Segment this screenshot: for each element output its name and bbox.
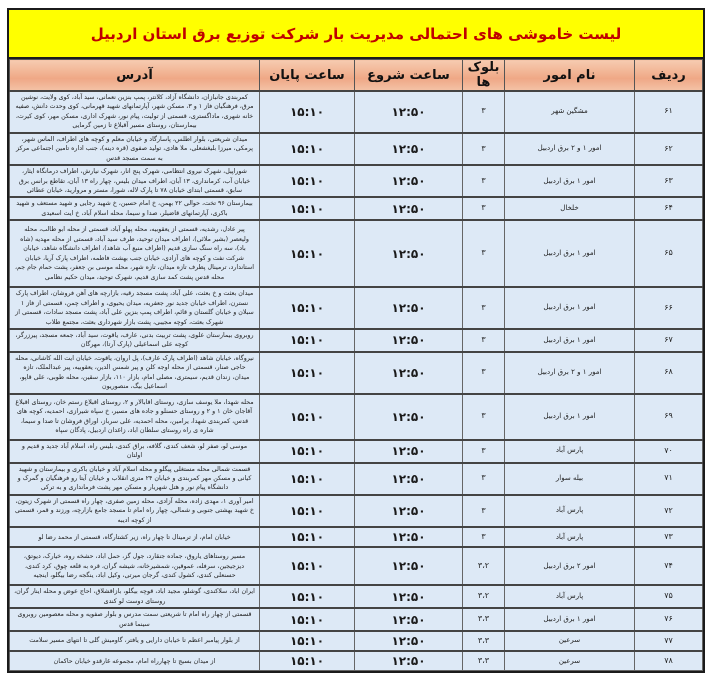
row-number-cell: ۶۲: [635, 133, 703, 165]
end-time-cell: ۱۵:۱۰: [260, 608, 355, 631]
table-row: [10, 440, 703, 463]
address-cell: بیمارستان ۹۶ تخت، حوالی ۲۲ بهمن، خ امام حسین، خ شهید رجایی و شهید مستعف و شهید باکری، آپارتمانهای قاضیلر، صدا و سیما، محله اسلام آباد، خ ایت اسعیدی: [10, 197, 260, 220]
district-name-cell: امور ۱ برق اردبیل: [505, 220, 635, 287]
address-cell: امیر آوری ۱، مهدی زاده، محله آزادی، محله زمین صفری، چهار راه قسمتی از شهرک زیتون، خ شهید بهشتی جنوبی و شمالی، چهار راه امام تا مسجد جامع بازارچه، ورزند و قمر، قسمتی از کوچه ادیبه: [10, 495, 260, 527]
address-cell: موسی لو، صفر لو، شعف کندی، گلافه، براق کندی، بلیس راه، اسلام آباد جدید و قدیم و اولتان: [10, 440, 260, 463]
page-title: لیست خاموشی های احتمالی مدیریت بار شرکت توزیع برق استان اردبیل: [90, 24, 622, 43]
blocks-cell: ۳: [463, 495, 505, 527]
district-name-cell: سرعین: [505, 651, 635, 671]
title-bar: [9, 10, 703, 59]
end-time-cell: ۱۵:۱۰: [260, 197, 355, 220]
col-header-row: ردیف: [635, 60, 703, 92]
row-number-cell: ۶۶: [635, 287, 703, 329]
address-cell: از میدان بسیج تا چهارراه امام، مجموعه غارقدو خیابان حاکمان: [10, 651, 260, 671]
row-number-cell: ۷۵: [635, 585, 703, 608]
district-name-cell: امور ۱ برق اردبیل: [505, 608, 635, 631]
row-number-cell: ۷۶: [635, 608, 703, 631]
table-row: [10, 133, 703, 165]
table-body: [10, 91, 703, 671]
end-time-cell: ۱۵:۱۰: [260, 631, 355, 651]
start-time-cell: ۱۲:۵۰: [355, 91, 463, 133]
start-time-cell: ۱۲:۵۰: [355, 547, 463, 585]
blocks-cell: ۳: [463, 197, 505, 220]
start-time-cell: ۱۲:۵۰: [355, 440, 463, 463]
blocks-cell: ۳: [463, 394, 505, 440]
address-cell: قسمتی از چهار راه امام تا شریعتی سمت مدرس و بلوار صفویه و محله معصومین روبروی سینما قدس: [10, 608, 260, 631]
blocks-cell: ۳،۲: [463, 585, 505, 608]
col-header-end: ساعت پایان: [260, 60, 355, 92]
end-time-cell: ۱۵:۱۰: [260, 287, 355, 329]
district-name-cell: امور ۱ برق اردبیل: [505, 329, 635, 352]
start-time-cell: ۱۲:۵۰: [355, 608, 463, 631]
blocks-cell: ۳،۲: [463, 547, 505, 585]
col-header-blocks: بلوک ها: [463, 60, 505, 92]
table-row: [10, 527, 703, 547]
address-cell: از بلوار پیامبر اعظم تا خیابان دارایی و یافتر، گاومیش گلی تا انتهای مسیر سلامت: [10, 631, 260, 651]
table-row: [10, 547, 703, 585]
district-name-cell: مشگین شهر: [505, 91, 635, 133]
end-time-cell: ۱۵:۱۰: [260, 133, 355, 165]
row-number-cell: ۷۴: [635, 547, 703, 585]
end-time-cell: ۱۵:۱۰: [260, 91, 355, 133]
end-time-cell: ۱۵:۱۰: [260, 495, 355, 527]
end-time-cell: ۱۵:۱۰: [260, 440, 355, 463]
start-time-cell: ۱۲:۵۰: [355, 463, 463, 495]
row-number-cell: ۷۷: [635, 631, 703, 651]
blocks-cell: ۳: [463, 133, 505, 165]
outage-schedule-sheet: [7, 8, 705, 673]
start-time-cell: ۱۲:۵۰: [355, 133, 463, 165]
table-row: [10, 585, 703, 608]
end-time-cell: ۱۵:۱۰: [260, 651, 355, 671]
blocks-cell: ۳: [463, 352, 505, 394]
row-number-cell: ۷۰: [635, 440, 703, 463]
table-row: [10, 329, 703, 352]
address-cell: قسمت شمالی محله مستغلی پیگلو و محله اسلام آباد و خیابان باکری و بیمارستان و شهید کیانی و مسکن مهر کمربندی و خیابان ۲۴ متری انقلاب و خیابان آیتا رو فرهنگیان و گمرک و دانشگاه پیام نور و هتل شهریار و مسکن مهر پشت فرمانداری و به ترکی: [10, 463, 260, 495]
table-row: [10, 608, 703, 631]
district-name-cell: بیله سوار: [505, 463, 635, 495]
district-name-cell: امور ۱ برق اردبیل: [505, 165, 635, 197]
col-header-start: ساعت شروع: [355, 60, 463, 92]
district-name-cell: امور ۱ و ۲ برق اردبیل: [505, 352, 635, 394]
table-row: [10, 197, 703, 220]
end-time-cell: ۱۵:۱۰: [260, 527, 355, 547]
district-name-cell: پارس آباد: [505, 585, 635, 608]
start-time-cell: ۱۲:۵۰: [355, 651, 463, 671]
start-time-cell: ۱۲:۵۰: [355, 165, 463, 197]
district-name-cell: امور ۱ و ۲ برق اردبیل: [505, 133, 635, 165]
address-cell: میدان بعثت و خ بعثت، علی آباد، پشت مسجد رقیه، بازارچه های آهن فروشان، اطراف پارک نسترن، اطراف خیابان جدید نور جعفریه، میدان یحیوی، و اطراف چمن، قسمتی از فاز ۱ سبلان و خیابان گلستان و قائم، اطراف پمپ بنزین علی آباد، پشت مسجد سادات، قسمتی از شهرک بعثت، کوچه مجیبی، پشت بازار شهرداری بعثت، مجتمع طلاب: [10, 287, 260, 329]
start-time-cell: ۱۲:۵۰: [355, 527, 463, 547]
end-time-cell: ۱۵:۱۰: [260, 352, 355, 394]
end-time-cell: ۱۵:۱۰: [260, 220, 355, 287]
start-time-cell: ۱۲:۵۰: [355, 220, 463, 287]
table-row: [10, 165, 703, 197]
blocks-cell: ۳،۳: [463, 608, 505, 631]
district-name-cell: امور ۲ برق اردبیل: [505, 547, 635, 585]
start-time-cell: ۱۲:۵۰: [355, 631, 463, 651]
row-number-cell: ۷۳: [635, 527, 703, 547]
table-row: [10, 631, 703, 651]
district-name-cell: پارس آباد: [505, 527, 635, 547]
start-time-cell: ۱۲:۵۰: [355, 585, 463, 608]
blocks-cell: ۳: [463, 463, 505, 495]
address-cell: ایران اباد، سلاکندی، گوشلو، مجید اباد، قوچه بیگلو، بازاقشلاق، احاج عوض و محله اینار گران، روستای دوست لو کندی: [10, 585, 260, 608]
district-name-cell: امور ۱ برق اردبیل: [505, 287, 635, 329]
start-time-cell: ۱۲:۵۰: [355, 352, 463, 394]
address-cell: شوراپیل، شهرک نیروی انتظامی، شهرک پنج انار، شهرک نیارش، اطراف درمانگاه ایثار، خیابان آب، کرمانداری، ۱۳ آبان، اطراف میدان بلیس، چهار راه ۱۳ آبان، تقاطع برانس برق سابق، قسمتی ابتدای خیابان ۷۸ تا پارک لاله، شورا، مستر و مروارید، خیابان عطائی: [10, 165, 260, 197]
row-number-cell: ۷۲: [635, 495, 703, 527]
blocks-cell: ۳: [463, 329, 505, 352]
row-number-cell: ۶۱: [635, 91, 703, 133]
row-number-cell: ۶۸: [635, 352, 703, 394]
start-time-cell: ۱۲:۵۰: [355, 394, 463, 440]
end-time-cell: ۱۵:۱۰: [260, 547, 355, 585]
col-header-address: آدرس: [10, 60, 260, 92]
row-number-cell: ۷۱: [635, 463, 703, 495]
address-cell: کمربندی جانبازان، دانشگاه آزاد، کلانتر، پمپ بنزین نعمانی، سید آباد، کوی ولایت، نوشین مرق، فرهنگیان فاز ۱ و ۳، مسکن شهر، آپارتمانهای شهید قهرمانی، کوی وحدت دانش، صفیه خانه شهری، ماداگستری، قسمتی از تولیت، پیام نور، شهرک اداری، مسکن مهر، کوی کیرت، بیمارستان، روستای مسیر آقبلاغ تا زمین گرمایی: [10, 91, 260, 133]
blocks-cell: ۳: [463, 440, 505, 463]
start-time-cell: ۱۲:۵۰: [355, 287, 463, 329]
address-cell: پیر عادل، رشدیه، قسمتی از یعقوبیه، محله پهلو آباد، قسمتی از محله ابو طالب، محله ولیعصر (بشیر ملائی)، اطراف میدان توحید، طرف سید آباد، قسمتی از محله مهدیه (شاه باد)، سه راه سنگ سازی قدیم (اطراف منبع آب شاهد)، اطراف دانشگاه شاهد، خیابان شرکت نفت و کوچه های آزادی، خیابان جنب بهشت فاطمه، اطراف پارک آریا، خیابان استاندارد، ترمینال پطرف تازه میدان، تازه شهر، محله موسی بن جعفر، پشت حمام جام جم، محله قدس پشت کمد سازی قدیم، شهرک توحید، میدان حکیم نظامی: [10, 220, 260, 287]
col-header-name: نام امور: [505, 60, 635, 92]
end-time-cell: ۱۵:۱۰: [260, 165, 355, 197]
end-time-cell: ۱۵:۱۰: [260, 394, 355, 440]
blocks-cell: ۳،۳: [463, 651, 505, 671]
address-cell: روبروی بیمارستان علوی، پشت تربیت بدنی، عارف، یاقوت، سید آباد، جمعه مسجد، پیرزرگر، کوچه علی اسماعیلی (پارک آرتا)، مهرگان: [10, 329, 260, 352]
row-number-cell: ۷۸: [635, 651, 703, 671]
row-number-cell: ۶۹: [635, 394, 703, 440]
table-row: [10, 394, 703, 440]
table-row: [10, 220, 703, 287]
table-row: [10, 91, 703, 133]
end-time-cell: ۱۵:۱۰: [260, 585, 355, 608]
address-cell: مسیر روستاهای یاروق، جماده جنقارد، جول گز، حمل اباد، حشخه روه، خیارک، دیوتق، دیزجیجین، سرفله، عموقین، شمشیرخانه، شیشه گران، قره به قلعه چوق، کرد کندی، حسنعلی کندی، کشول کندی، گرجان میرتی، وکیل اباد، ینگجه رضا بیگلو، اینجیه: [10, 547, 260, 585]
row-number-cell: ۶۳: [635, 165, 703, 197]
start-time-cell: ۱۲:۵۰: [355, 197, 463, 220]
blocks-cell: ۳: [463, 220, 505, 287]
district-name-cell: امور ۱ برق اردبیل: [505, 394, 635, 440]
table-row: [10, 287, 703, 329]
start-time-cell: ۱۲:۵۰: [355, 495, 463, 527]
district-name-cell: خلخال: [505, 197, 635, 220]
end-time-cell: ۱۵:۱۰: [260, 329, 355, 352]
start-time-cell: ۱۲:۵۰: [355, 329, 463, 352]
blocks-cell: ۳: [463, 91, 505, 133]
row-number-cell: ۶۷: [635, 329, 703, 352]
blocks-cell: ۳: [463, 527, 505, 547]
blocks-cell: ۳: [463, 165, 505, 197]
header-row: [10, 60, 703, 92]
row-number-cell: ۶۵: [635, 220, 703, 287]
district-name-cell: پارس آباد: [505, 440, 635, 463]
row-number-cell: ۶۴: [635, 197, 703, 220]
address-cell: میدان شریعتی، بلوار اطلس، پاسارگاد و خیابان معلم و کوچه های اطراف، الماس شهر، پرمکی، میرزا بلیغشعلی، ملا هادی، تولید صفوی (قره دینه)، جنب اداره تامین اجتماعی مرکز به سمت مسجد قدس: [10, 133, 260, 165]
outage-table: [9, 59, 703, 671]
blocks-cell: ۳: [463, 287, 505, 329]
end-time-cell: ۱۵:۱۰: [260, 463, 355, 495]
address-cell: محله شهدا، ملا یوسف سازی، روستای اقابالار و ۲، روستای اقبلاغ رستم خان، روستای اقبلاغ آقاجان خان ۱ و ۲ و روستای حسنلو و جاده های مسیر، خ سپاه شیرازی، احمدیه، کوچه های قدس، کمربندی شهدا، یرامین، محله احمدیه، علی سرباز، اوراق فروشان تا صدا و سیما، شاره ی راه روستای سلطان اباد، زاغدان اردبیل، پادگان سپاه: [10, 394, 260, 440]
district-name-cell: سرعین: [505, 631, 635, 651]
table-row: [10, 463, 703, 495]
district-name-cell: پارس آباد: [505, 495, 635, 527]
blocks-cell: ۳،۳: [463, 631, 505, 651]
address-cell: خیابان امام، از ترمینال تا چهار راه، زیر کشتارگاه، قسمتی از محمد رضا لو: [10, 527, 260, 547]
table-row: [10, 352, 703, 394]
address-cell: نیروگاه، خیابان شاهد (اطراف پارک عارف)، پل اروان، یاقوت، خیابان ایت الله کاشانی، محله حاجی صنار، قسمتی از محله اوجه کلن و پیر شمس الدین، یعقوبیه، پیر عبدالملک، تازه میدان، زندان قدیم، سیمتری، مصلی امام، بازار ۱۱۰، بازار سقین، محله طوبی، علی قاپو، اسماعیل بیگ، منصوریون: [10, 352, 260, 394]
table-row: [10, 651, 703, 671]
table-row: [10, 495, 703, 527]
